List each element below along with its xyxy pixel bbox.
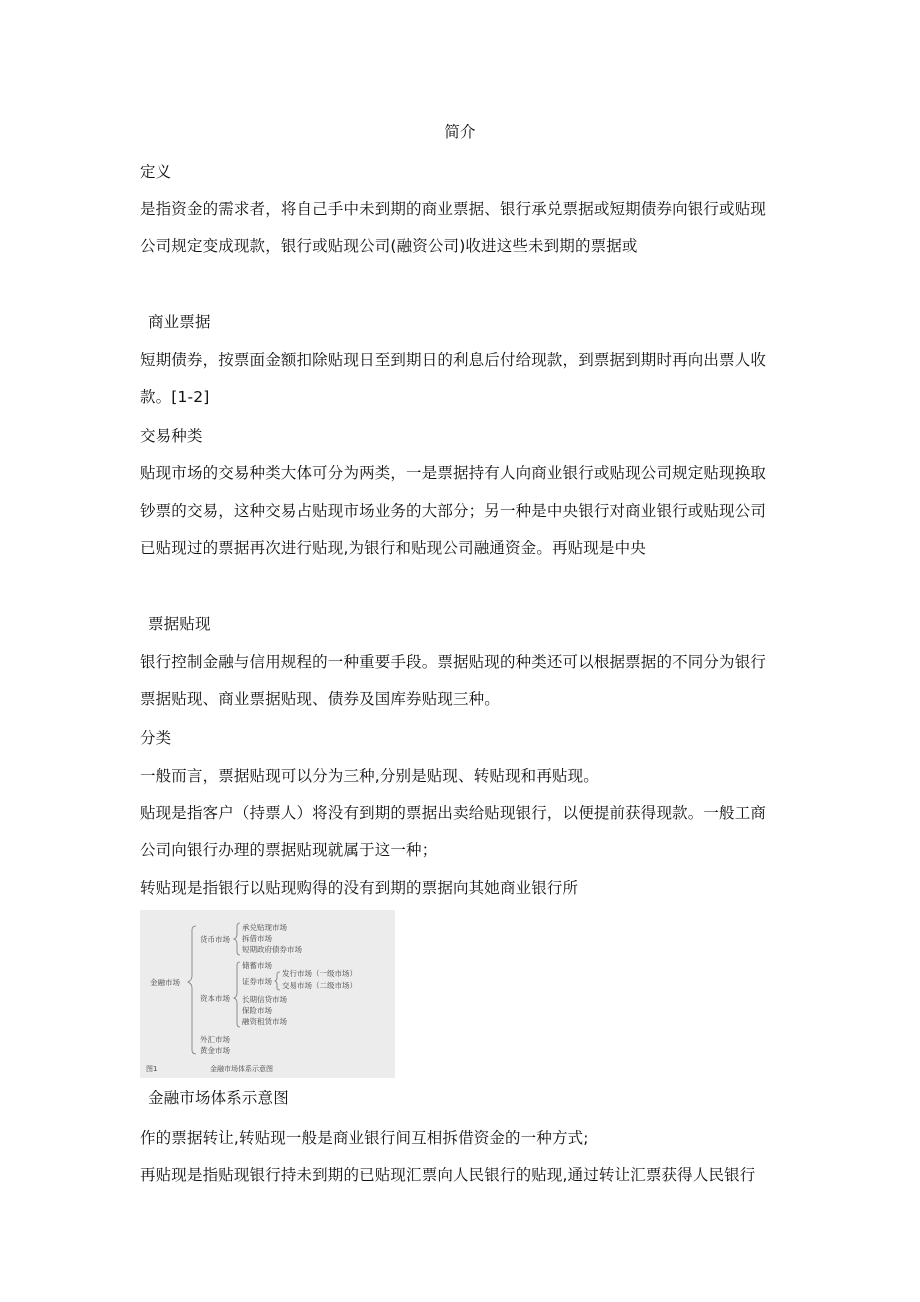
diagram-money-market: 货币市场 bbox=[200, 935, 230, 944]
paragraph-line: 是指资金的需求者，将自己手中未到期的商业票据、银行承兑票据或短期债券向银行或贴现 bbox=[140, 200, 767, 218]
diagram-capital-market: 资本市场 bbox=[200, 994, 230, 1003]
diagram-node: 短期政府债券市场 bbox=[242, 945, 302, 954]
figure-caption: 金融市场体系示意图 bbox=[148, 1089, 289, 1107]
diagram-node: 长期信贷市场 bbox=[242, 995, 287, 1004]
diagram-node: 融资租赁市场 bbox=[242, 1017, 287, 1026]
paragraph-line: 票据贴现、商业票据贴现、债券及国库券贴现三种。 bbox=[140, 690, 500, 708]
heading-classification: 分类 bbox=[140, 729, 172, 747]
diagram-node: 承兑贴现市场 bbox=[242, 923, 287, 932]
page-title: 简介 bbox=[444, 123, 476, 141]
diagram-node: 发行市场（一级市场） bbox=[282, 969, 357, 978]
paragraph-line: 作的票据转让,转贴现一般是商业银行间互相拆借资金的一种方式; bbox=[140, 1129, 589, 1147]
diagram-caption-text: 金融市场体系示意图 bbox=[210, 1065, 273, 1073]
paragraph-line: 短期债券，按票面金额扣除贴现日至到期日的利息后付给现款，到票据到期时再向出票人收 bbox=[140, 351, 767, 369]
paragraph-line: 已贴现过的票据再次进行贴现,为银行和贴现公司融通资金。再贴现是中央 bbox=[140, 539, 646, 557]
diagram-node: 拆借市场 bbox=[242, 934, 272, 943]
paragraph-line: 贴现是指客户（持票人）将没有到期的票据出卖给贴现银行，以便提前获得现款。一般工商 bbox=[140, 804, 767, 822]
diagram-node: 保险市场 bbox=[242, 1006, 272, 1015]
diagram-node: 黄金市场 bbox=[200, 1046, 230, 1055]
diagram-node: 储蓄市场 bbox=[242, 961, 272, 970]
paragraph-line: 转贴现是指银行以贴现购得的没有到期的票据向其她商业银行所 bbox=[140, 879, 579, 897]
paragraph-line: 公司规定变成现款，银行或贴现公司(融资公司)收进这些未到期的票据或 bbox=[140, 237, 638, 255]
paragraph-line: 公司向银行办理的票据贴现就属于这一种； bbox=[140, 841, 438, 859]
diagram-node: 交易市场（二级市场） bbox=[282, 981, 357, 990]
diagram-node: 外汇市场 bbox=[200, 1035, 230, 1044]
paragraph-line: 贴现市场的交易种类大体可分为两类，一是票据持有人向商业银行或贴现公司规定贴现换取 bbox=[140, 464, 767, 482]
paragraph-line: 银行控制金融与信用规程的一种重要手段。票据贴现的种类还可以根据票据的不同分为银行 bbox=[140, 653, 767, 671]
subheading-bill-discount: 票据贴现 bbox=[148, 615, 211, 633]
paragraph-line: 款。[1-2] bbox=[140, 388, 210, 406]
diagram-root-label: 金融市场 bbox=[150, 978, 180, 987]
subheading-commercial-paper: 商业票据 bbox=[148, 313, 211, 331]
diagram-securities-market: 证券市场 bbox=[242, 977, 272, 986]
paragraph-line: 一般而言，票据贴现可以分为三种,分别是贴现、转贴现和再贴现。 bbox=[140, 767, 599, 785]
paragraph-line: 再贴现是指贴现银行持未到期的已贴现汇票向人民银行的贴现,通过转让汇票获得人民银行 bbox=[140, 1166, 756, 1184]
heading-definition: 定义 bbox=[140, 163, 172, 181]
paragraph-line: 钞票的交易，这种交易占贴现市场业务的大部分；另一种是中央银行对商业银行或贴现公司 bbox=[140, 502, 767, 520]
heading-trade-types: 交易种类 bbox=[140, 427, 203, 445]
diagram-caption-label: 图1 bbox=[146, 1065, 158, 1073]
financial-market-diagram bbox=[140, 910, 395, 1078]
